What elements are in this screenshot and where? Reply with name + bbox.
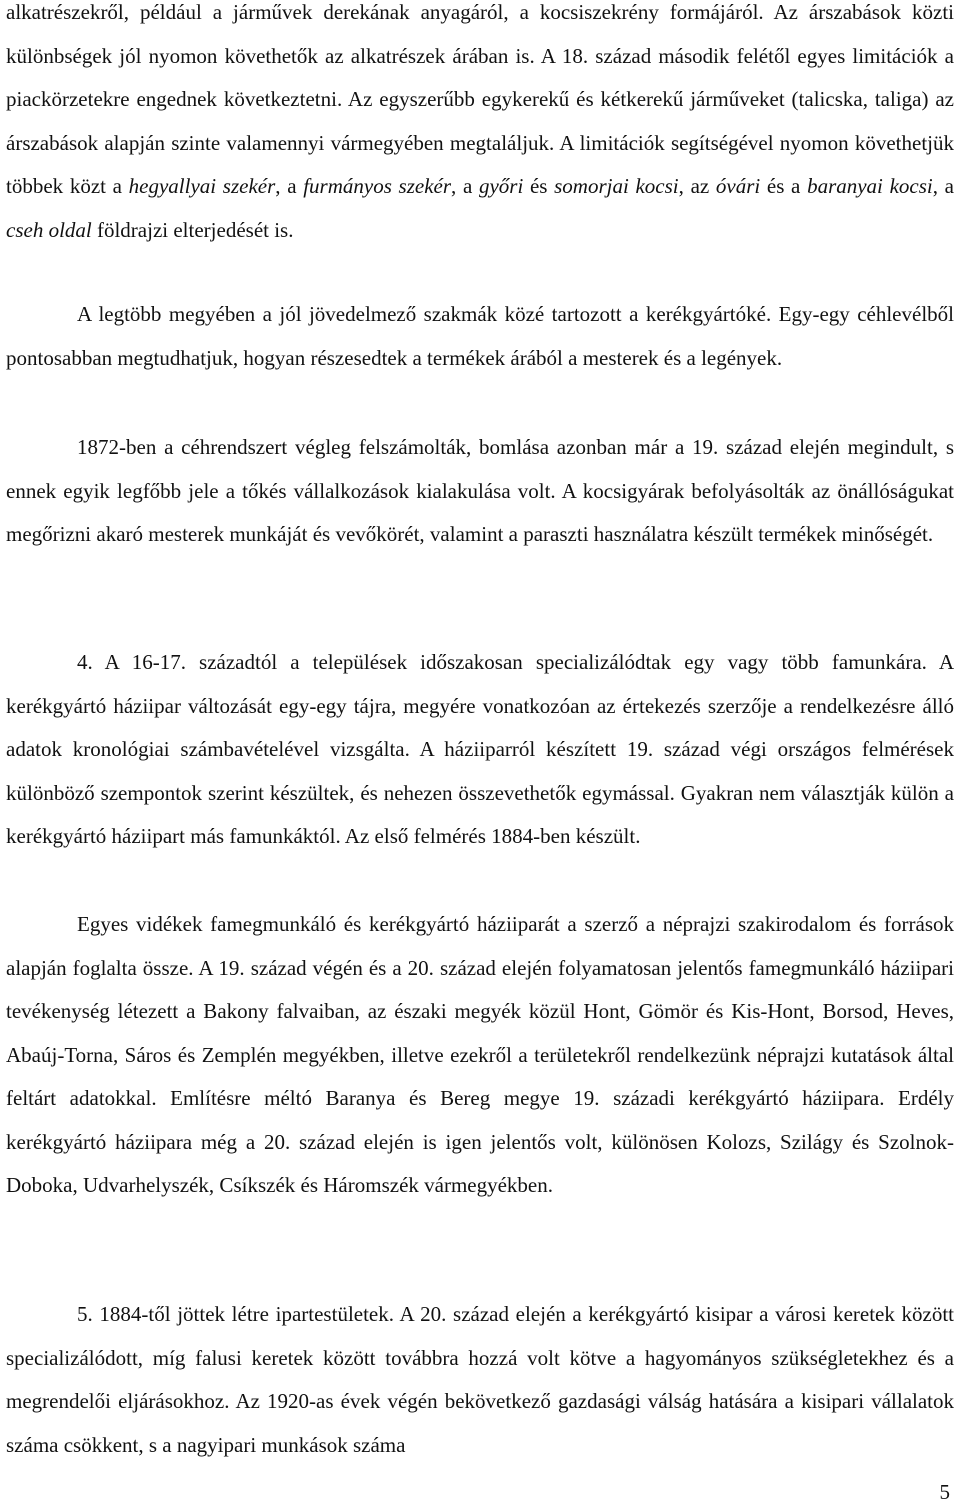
text-run: 1872-ben a céhrendszert végleg felszámolták, bomlása azonban már a 19. század elején megindult, s ennek egyik legfőbb jele a tőkés vállalkozások kialakulása volt. A kocsigyárak befolyásolták az önállóságukat megőrizni akaró mesterek munkáját és vevőkörét, valamint a paraszti használatra készült termékek minőségét. xyxy=(6,435,954,546)
text-run: és a xyxy=(760,174,808,198)
paragraph-2 xyxy=(6,293,954,380)
italic-term: győri xyxy=(478,174,524,198)
italic-term: furmányos szekér xyxy=(303,174,452,198)
italic-term: cseh oldal xyxy=(6,217,92,242)
text-run: , a xyxy=(275,174,304,198)
text-run: , a xyxy=(932,174,954,198)
paragraph-4 xyxy=(6,641,954,859)
italic-term: hegyallyai szekér xyxy=(128,174,276,198)
text-run: , az xyxy=(678,174,716,198)
paragraph-3 xyxy=(6,426,954,557)
text-run: A legtöbb megyében a jól jövedelmező szakmák közé tartozott a kerékgyártóké. Egy-egy céhlevélből pontosabban megtudhatjuk, hogyan részesedtek a termékek árából a mesterek és a legények. xyxy=(6,302,954,370)
italic-term: baranyai kocsi xyxy=(807,174,933,198)
page-number: 5 xyxy=(939,1480,950,1504)
paragraph-6 xyxy=(6,1293,954,1467)
paragraph-1 xyxy=(6,0,954,252)
text-run: alkatrészekről, például a járművek derekának anyagáról, a kocsiszekrény formájáról. Az árszabások közti különbségek jól nyomon követhetők az alkatrészek árában is. A 18. század második felétől egyes limitációk a piackörzetekre engednek következtetni. Az egyszerűbb egykerekű és kétkerekű járműveket (talicska, taliga) az árszabások alapján szinte valamennyi vármegyében megtaláljuk. A limitációk segítségével nyomon követhetjük többek közt a xyxy=(6,0,954,198)
text-run: 5. 1884-től jöttek létre ipartestületek. A 20. század elején a kerékgyártó kisipar a városi keretek között specializálódott, míg falusi keretek között továbbra hozzá volt kötve a hagyományos szükségletekhez és a megrendelői eljárásokhoz. Az 1920-as évek végén bekövetkező gazdasági válság hatására a kisipari vállalatok száma csökkent, s a nagyipari munkások száma xyxy=(6,1302,954,1457)
text-run: Egyes vidékek famegmunkáló és kerékgyártó háziiparát a szerző a néprajzi szakirodalom és források alapján foglalta össze. A 19. század végén és a 20. század elején folyamatosan jelentős famegmunkáló háziipari tevékenység létezett a Bakony falvaiban, az északi megyék közül Hont, Gömör és Kis-Hont, Borsod, Heves, Abaúj-Torna, Sáros és Zemplén megyékben, illetve ezekről a területekről rendelkezünk néprajzi kutatások által feltárt adatokkal. Említésre méltó Baranya és Bereg megye 19. századi kerékgyártó háziipara. Erdély kerékgyártó háziipara még a 20. század elején is igen jelentős volt, különösen Kolozs, Szilágy és Szolnok-Doboka, Udvarhelyszék, Csíkszék és Háromszék vármegyékben. xyxy=(6,912,954,1197)
text-run: földrajzi elterjedését is. xyxy=(91,217,294,242)
text-run: , a xyxy=(451,174,479,198)
italic-term: óvári xyxy=(715,174,761,198)
italic-term: somorjai kocsi xyxy=(554,174,679,198)
paragraph-5 xyxy=(6,903,954,1208)
text-run: és xyxy=(523,174,555,198)
text-run: 4. A 16-17. századtól a települések időszakosan specializálódtak egy vagy több famunkára. A kerékgyártó háziipar változását egy-egy tájra, megyére vonatkozóan az értekezés szerzője a rendelkezésre álló adatok kronológiai számbavételével vizsgálta. A háziiparról készített 19. század végi országos felmérések különböző szempontok szerint készültek, és nehezen összevethetők egymással. Gyakran nem választják külön a kerékgyártó háziipart más famunkáktól. Az első felmérés 1884-ben készült. xyxy=(6,650,954,848)
